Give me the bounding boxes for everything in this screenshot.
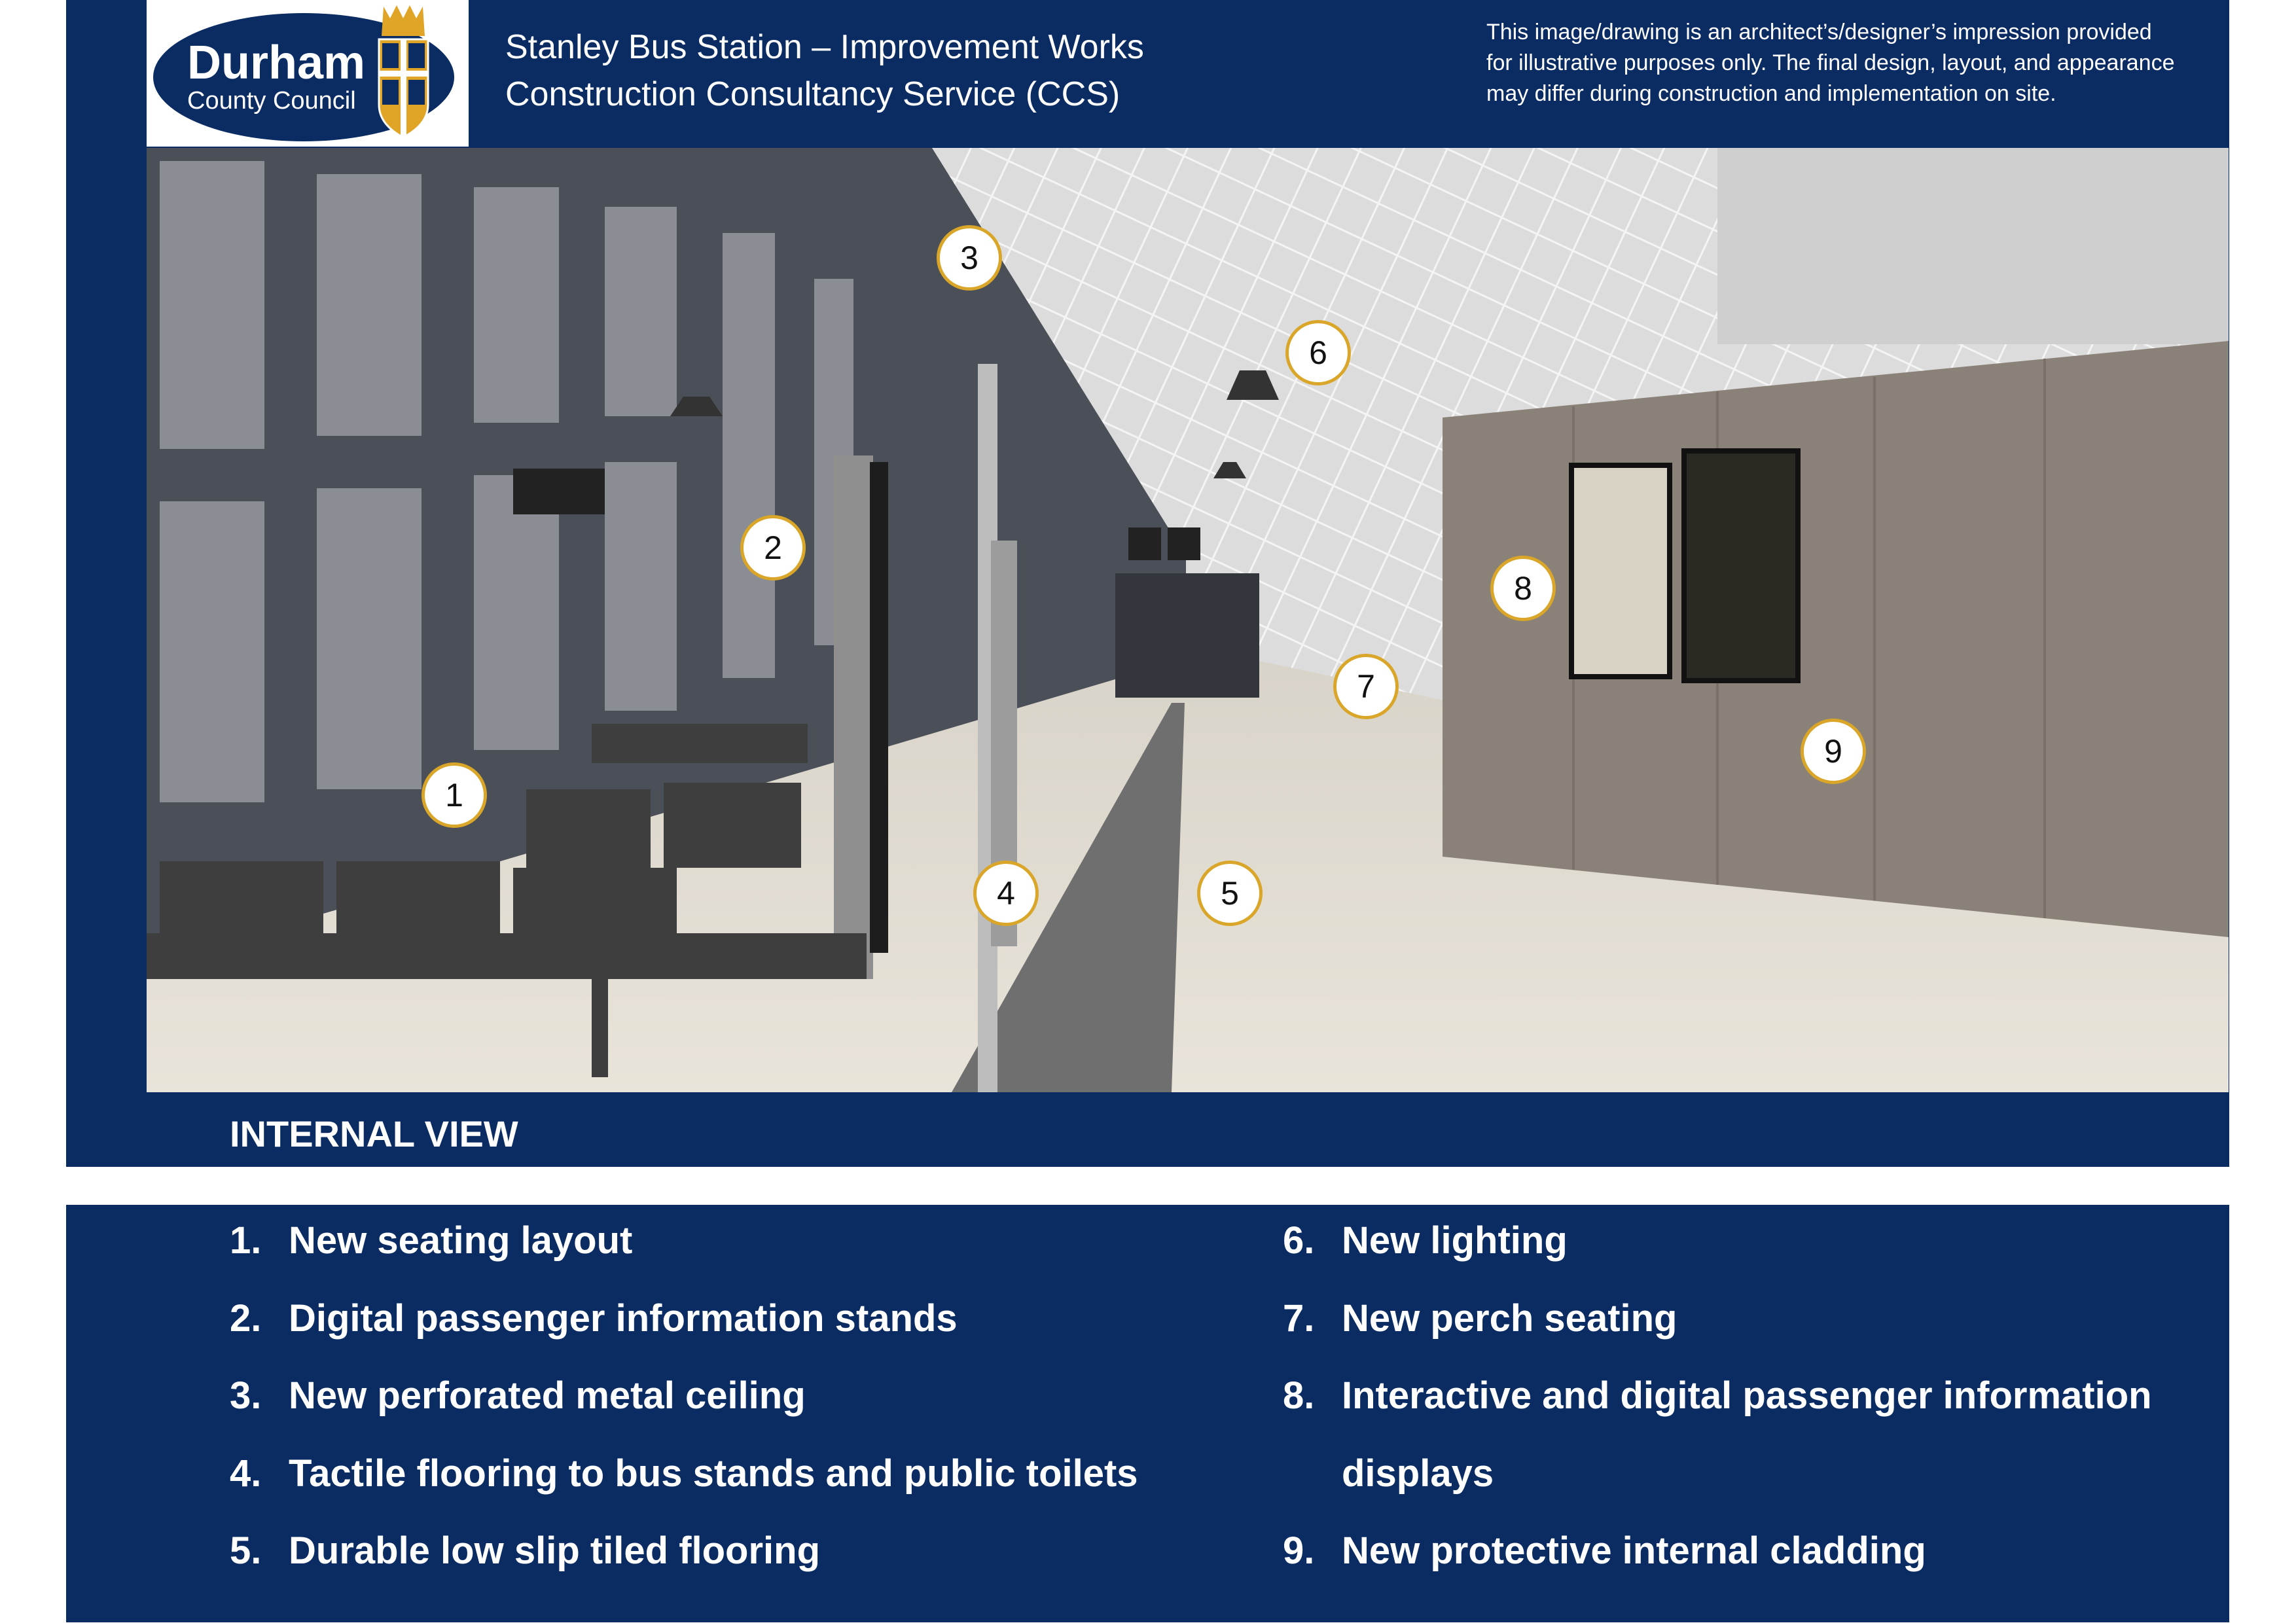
far-end-wall <box>1115 573 1259 698</box>
marker-3: 3 <box>937 225 1002 291</box>
svg-text:County Council: County Council <box>187 87 356 115</box>
marker-4: 4 <box>973 861 1039 926</box>
disclaimer-line-2: for illustrative purposes only. The final design, layout, and appearance <box>1486 50 2175 75</box>
svg-text:Durham: Durham <box>187 37 366 89</box>
marker-1: 1 <box>422 762 487 828</box>
section-label: INTERNAL VIEW <box>230 1113 518 1154</box>
marker-6: 6 <box>1285 320 1351 385</box>
document-title <box>505 24 1144 118</box>
disclaimer <box>1486 17 2219 109</box>
map-display <box>1571 465 1670 677</box>
timetable-display <box>1684 451 1798 681</box>
marker-9: 9 <box>1801 719 1866 784</box>
marker-7: 7 <box>1333 654 1399 719</box>
internal-view-render <box>147 148 2229 1092</box>
durham-county-council-logo <box>147 0 469 147</box>
info-stand <box>834 455 873 979</box>
cladding-wall <box>1443 341 2229 937</box>
marker-5: 5 <box>1197 861 1263 926</box>
title-line-1: Stanley Bus Station – Improvement Works <box>505 28 1144 66</box>
marker-8: 8 <box>1490 556 1556 621</box>
marker-2: 2 <box>740 515 806 580</box>
disclaimer-line-1: This image/drawing is an architect’s/designer’s impression provided <box>1486 20 2152 45</box>
disclaimer-line-3: may differ during construction and implementation on site. <box>1486 81 2056 106</box>
render-scene <box>147 148 2229 1092</box>
title-line-2: Construction Consultancy Service (CCS) <box>505 75 1121 113</box>
wall-screen <box>513 469 605 514</box>
